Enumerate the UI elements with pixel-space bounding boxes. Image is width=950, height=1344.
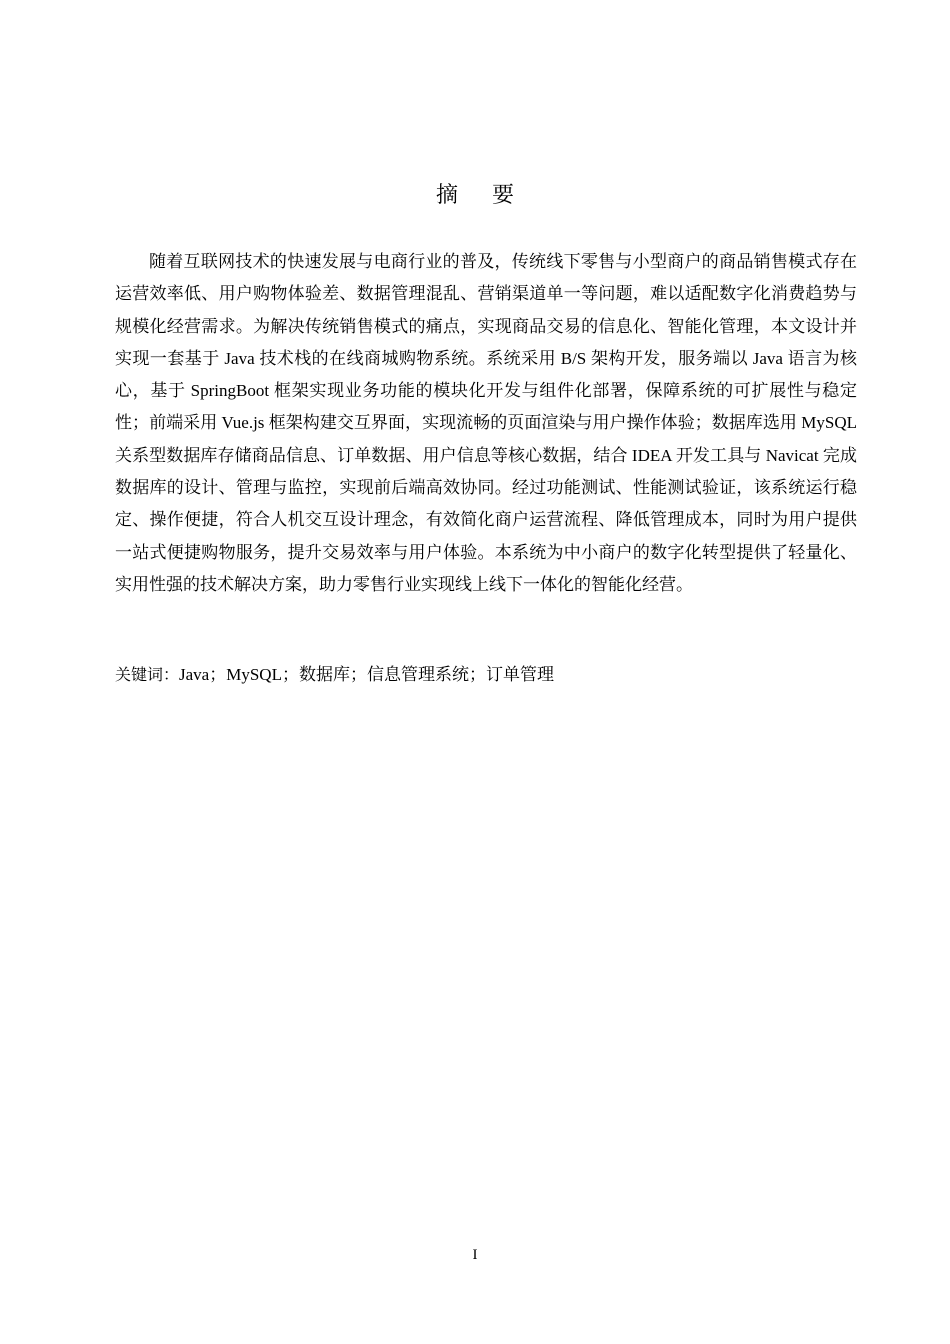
- keywords-label: 关键词：: [115, 665, 180, 684]
- abstract-title: 摘要: [435, 182, 548, 207]
- keywords-line: [115, 662, 857, 688]
- keywords-list: Java；MySQL；数据库；信息管理系统；订单管理: [179, 665, 554, 684]
- page-number: I: [472, 1247, 478, 1263]
- abstract-body: 随着互联网技术的快速发展与电商行业的普及，传统线下零售与小型商户的商品销售模式存在运营效率低、用户购物体验差、数据管理混乱、营销渠道单一等问题，难以适配数字化消费趋势与规模化经营需求。为解决传统销售模式的痛点，实现商品交易的信息化、智能化管理，本文设计并实现一套基于 Java 技术栈的在线商城购物系统。系统采用 B/S 架构开发，服务端以 Java 语言为核心，基于 SpringBoot 框架实现业务功能的模块化开发与组件化部署，保障系统的可扩展性与稳定性；前端采用 Vue.js 框架构建交互界面，实现流畅的页面渲染与用户操作体验；数据库选用 MySQL 关系型数据库存储商品信息、订单数据、用户信息等核心数据，结合 IDEA 开发工具与 Navicat 完成数据库的设计、管理与监控，实现前后端高效协同。经过功能测试、性能测试验证，该系统运行稳定、操作便捷，符合人机交互设计理念，有效简化商户运营流程、降低管理成本，同时为用户提供一站式便捷购物服务，提升交易效率与用户体验。本系统为中小商户的数字化转型提供了轻量化、实用性强的技术解决方案，助力零售行业实现线上线下一体化的智能化经营。: [115, 252, 857, 594]
